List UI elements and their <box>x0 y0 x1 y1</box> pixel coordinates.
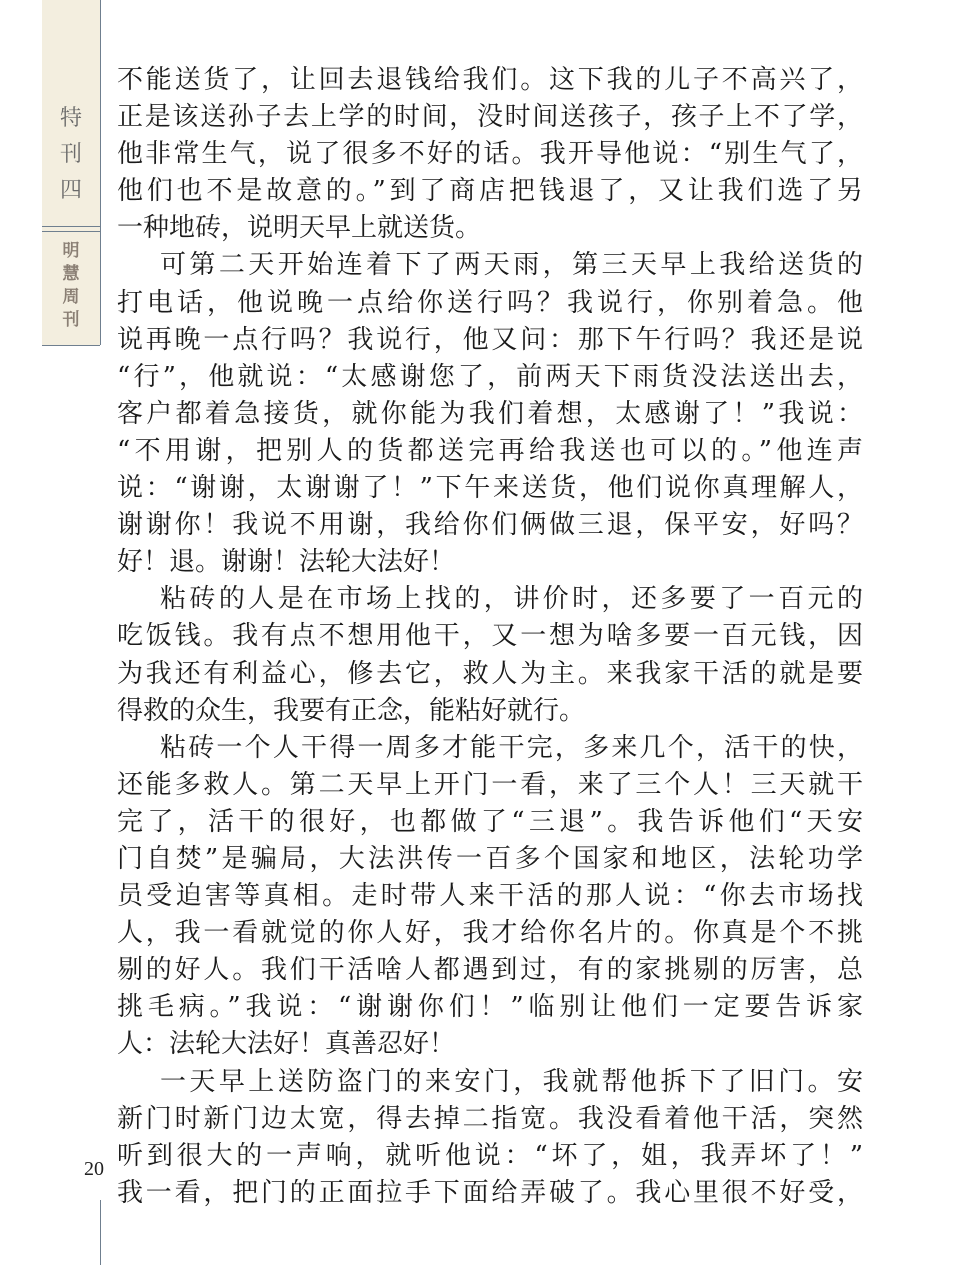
text-line: 新门时新门边太宽，得去掉二指宽。我没看着他干活，突然 <box>117 1103 863 1134</box>
special-issue-label <box>42 104 100 206</box>
text-line: “行”，他就说：“太感谢您了，前两天下雨货没法送出去， <box>117 361 863 392</box>
text-line: 剔的好人。我们干活啥人都遇到过，有的家挑剔的厉害，总 <box>117 955 863 986</box>
text-line: 粘砖一个人干得一周多才能干完，多来几个，活干的快， <box>160 732 863 763</box>
text-line: 粘砖的人是在市场上找的，讲价时，还多要了一百元的 <box>160 584 863 615</box>
special-char: 特 <box>59 106 82 131</box>
journal-char: 明 <box>62 241 80 261</box>
text-line: 人，我一看就觉的你人好，我才给你名片的。你真是个不挑 <box>117 918 863 949</box>
paragraph <box>117 730 863 1064</box>
text-line: 门自焚”是骗局，大法洪传一百多个国家和地区，法轮功学 <box>117 843 863 874</box>
text-line: 员受迫害等真相。走时带人来干活的那人说：“你去市场找 <box>117 881 863 912</box>
text-line: 说再晚一点行吗？我说行，他又问：那下午行吗？我还是说 <box>117 324 863 355</box>
paragraph <box>117 247 863 581</box>
margin-rule-bottom <box>100 1200 101 1265</box>
text-line: 我一看，把门的正面拉手下面给弄破了。我心里很不好受， <box>117 1177 863 1208</box>
text-line: 可第二天开始连着下了两天雨，第三天早上我给送货的 <box>160 250 863 281</box>
article-body <box>117 62 863 1212</box>
page-number: 20 <box>84 1158 104 1180</box>
text-line: 他非常生气，说了很多不好的话。我开导他说：“别生气了， <box>117 139 863 170</box>
journal-char: 周 <box>62 287 80 307</box>
text-line: 打电话，他说晚一点给你送行吗？我说行，你别着急。他 <box>117 287 863 318</box>
text-line: 客户都着急接货，就你能为我们着想，太感谢了！”我说： <box>117 398 863 429</box>
text-line: 不能送货了，让回去退钱给我们。这下我的儿子不高兴了， <box>117 65 863 95</box>
journal-char: 慧 <box>62 264 80 284</box>
text-line: 他们也不是故意的。”到了商店把钱退了，又让我们选了另 <box>117 176 863 207</box>
text-line: 谢谢你！我说不用谢，我给你们俩做三退，保平安，好吗？ <box>117 510 863 541</box>
text-line: 说：“谢谢，太谢谢了！”下午来送货，他们说你真理解人， <box>117 473 863 504</box>
paragraph <box>117 1064 863 1212</box>
text-line: 一天早上送防盗门的来安门，我就帮他拆下了旧门。安 <box>160 1066 863 1097</box>
special-char: 四 <box>59 178 82 203</box>
margin-rule-top <box>100 0 101 345</box>
tab-divider-lower <box>42 231 100 232</box>
text-line: 为我还有利益心，修去它，救人为主。来我家干活的就是要 <box>117 658 863 689</box>
text-line: 吃饭钱。我有点不想用他干，又一想为啥多要一百元钱，因 <box>117 621 863 652</box>
journal-name-label <box>42 240 100 332</box>
tab-divider-bottom <box>42 345 100 346</box>
text-line: 完了，活干的很好，也都做了“三退”。我告诉他们“天安 <box>117 806 863 837</box>
paragraph <box>117 62 863 247</box>
tab-divider-upper <box>42 226 100 227</box>
special-char: 刊 <box>59 142 82 167</box>
text-line: 人：法轮大法好！真善忍好！ <box>117 1029 456 1060</box>
paragraph <box>117 581 863 729</box>
text-line: 得救的众生，我要有正念，能粘好就行。 <box>117 695 586 726</box>
text-line: “不用谢，把别人的货都送完再给我送也可以的。”他连声 <box>117 435 863 466</box>
text-line: 听到很大的一声响，就听他说：“坏了，姐，我弄坏了！” <box>117 1140 863 1171</box>
text-line: 还能多救人。第二天早上开门一看，来了三个人！三天就干 <box>117 769 863 800</box>
text-line: 一种地砖，说明天早上就送货。 <box>117 213 482 244</box>
text-line: 正是该送孙子去上学的时间，没时间送孩子，孩子上不了学， <box>117 102 863 133</box>
journal-char: 刊 <box>62 310 80 330</box>
text-line: 好！退。谢谢！法轮大法好！ <box>117 547 456 578</box>
text-line: 挑毛病。”我说：“谢谢你们！”临别让他们一定要告诉家 <box>117 992 863 1023</box>
